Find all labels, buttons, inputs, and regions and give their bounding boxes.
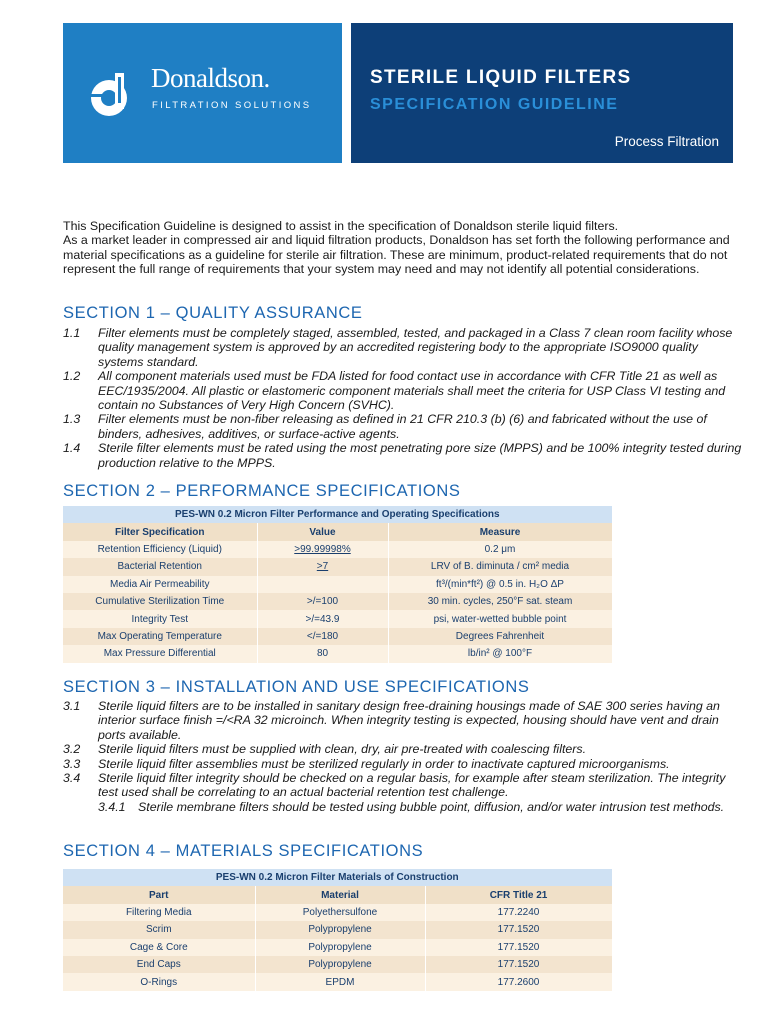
section-3-list [63,699,743,814]
list-item [63,326,743,369]
item-number: 1.1 [63,326,81,340]
item-number: 1.4 [63,441,81,456]
table-title: PES-WN 0.2 Micron Filter Performance and Operating Specifications [63,506,612,523]
table-cell: >99.99998% [257,541,388,558]
table-cell: Degrees Fahrenheit [388,628,612,645]
column-header: Material [255,886,425,903]
table-cell: Filtering Media [63,904,255,921]
table-row [63,645,612,662]
table-row [63,628,612,645]
section-2-title: SECTION 2 – PERFORMANCE SPECIFICATIONS [63,482,461,500]
table-cell: 177.1520 [425,939,612,956]
item-number: 1.2 [63,369,81,384]
item-number: 3.3 [63,756,81,771]
list-item [63,742,743,756]
table-cell: Polyethersulfone [255,904,425,921]
table-row [63,541,612,558]
donaldson-logo-icon [89,71,133,119]
table-row [63,973,612,990]
item-text: Sterile liquid filters must be supplied with clean, dry, air pre-treated with coalescing filters. [98,742,587,757]
table-cell: Polypropylene [255,921,425,938]
table-cell: Cumulative Sterilization Time [63,593,257,610]
table-cell: >/=43.9 [257,610,388,627]
table-row [63,610,612,627]
section-3-title: SECTION 3 – INSTALLATION AND USE SPECIFICATIONS [63,678,530,696]
table-row [63,576,612,593]
table-title: PES-WN 0.2 Micron Filter Materials of Construction [63,869,612,886]
table-row [63,956,612,973]
table-cell: Media Air Permeability [63,576,257,593]
intro-text [63,219,743,277]
column-header: Filter Specification [63,523,257,540]
item-text: Sterile membrane filters should be tested using bubble point, diffusion, and/or water intrusion test methods. [138,799,725,814]
item-number: 3.4 [63,771,81,786]
table-cell: </=180 [257,628,388,645]
section-4-title: SECTION 4 – MATERIALS SPECIFICATIONS [63,842,424,860]
table-cell: 177.1520 [425,921,612,938]
table-row [63,904,612,921]
table-cell: O-Rings [63,973,255,990]
table-cell: Retention Efficiency (Liquid) [63,541,257,558]
table-cell: Max Pressure Differential [63,645,257,662]
item-text: Sterile liquid filters are to be installed in sanitary design free-draining housings made of SAE 300 series having an interior surface finish =/<RA 32 microinch. When integrity testing is expected, housing should have vent and drain ports available. [98,699,720,742]
table-cell: Integrity Test [63,610,257,627]
intro-line-2: As a market leader in compressed air and liquid filtration products, Donaldson has set forth the following performance and material specifications as a guideline for sterile air filtration. These are minimum, product-related requirements that do not represent the full range of requirements that your system may need and may not identify all potential considerations. [63,233,730,277]
item-number: 3.2 [63,742,81,757]
list-item [63,441,743,470]
list-item [63,757,743,771]
item-text: Sterile liquid filter assemblies must be sterilized regularly in order to inactivate captured microorganisms. [98,756,670,771]
column-header: Value [257,523,388,540]
section-1-title: SECTION 1 – QUALITY ASSURANCE [63,304,363,322]
list-item [63,412,743,441]
table-cell: Scrim [63,921,255,938]
table-row [63,921,612,938]
table-row [63,593,612,610]
brand-tagline: FILTRATION SOLUTIONS [152,100,312,111]
item-number: 3.4.1 [98,799,126,814]
table-cell: 177.2600 [425,973,612,990]
table-cell: lb/in² @ 100°F [388,645,612,662]
table-cell: >7 [257,558,388,575]
materials-table [63,869,613,991]
table-cell: ft³/(min*ft²) @ 0.5 in. H₂O ΔP [388,576,612,593]
item-text: Filter elements must be completely staged, assembled, tested, and packaged in a Class 7 clean room facility whose quality management system is approved by an accredited registering body to the appropriate ISO9000 quality systems standard. [98,326,733,369]
section-1-list [63,326,743,470]
table-cell: 177.2240 [425,904,612,921]
table-cell: 80 [257,645,388,662]
category-label: Process Filtration [614,134,719,149]
table-cell: >/=100 [257,593,388,610]
item-text: Sterile liquid filter integrity should be checked on a regular basis, for example after steam sterilization. The integrity test used shall be correlating to an actual bacterial retention test challenge. [98,771,726,800]
table-cell: 30 min. cycles, 250°F sat. steam [388,593,612,610]
item-text: Filter elements must be non-fiber releasing as defined in 21 CFR 210.3 (b) (6) and fabricated without the use of binders, adhesives, additives, or surface-active agents. [98,412,707,441]
table-cell: End Caps [63,956,255,973]
table-cell [257,576,388,593]
list-item [63,699,743,742]
table-cell: LRV of B. diminuta / cm² media [388,558,612,575]
performance-table [63,506,613,663]
list-item [63,800,743,814]
table-header-row [63,523,612,540]
item-number: 1.3 [63,412,81,427]
table-cell: 0.2 μm [388,541,612,558]
column-header: Measure [388,523,612,540]
table-cell: psi, water-wetted bubble point [388,610,612,627]
table-header-row [63,886,612,903]
item-number: 3.1 [63,699,81,713]
item-text: All component materials used must be FDA listed for food contact use in accordance with CFR Title 21 as well as EEC/1935/2004. All plastic or elastomeric component materials shall meet the criteria for USP Class VI testing and contain no Substances of Very High Concern (SVHC). [98,369,726,413]
table-cell: Polypropylene [255,956,425,973]
table-cell: Bacterial Retention [63,558,257,575]
table-row [63,558,612,575]
table-cell: Polypropylene [255,939,425,956]
table-cell: Max Operating Temperature [63,628,257,645]
table-cell: EPDM [255,973,425,990]
brand-panel [63,23,342,163]
item-text: Sterile filter elements must be rated using the most penetrating pore size (MPPS) and be 100% integrity tested during production relative to the MPPS. [98,441,742,470]
intro-line-1: This Specification Guideline is designed to assist in the specification of Donaldson sterile liquid filters. [63,219,619,233]
column-header: Part [63,886,255,903]
brand-name: Donaldson. [151,63,270,93]
list-item [63,369,743,412]
document-title: STERILE LIQUID FILTERS [370,67,632,88]
document-subtitle: SPECIFICATION GUIDELINE [370,96,619,113]
table-row [63,939,612,956]
column-header: CFR Title 21 [425,886,612,903]
table-cell: Cage & Core [63,939,255,956]
table-cell: 177.1520 [425,956,612,973]
list-item [63,771,743,800]
title-panel [351,23,733,163]
